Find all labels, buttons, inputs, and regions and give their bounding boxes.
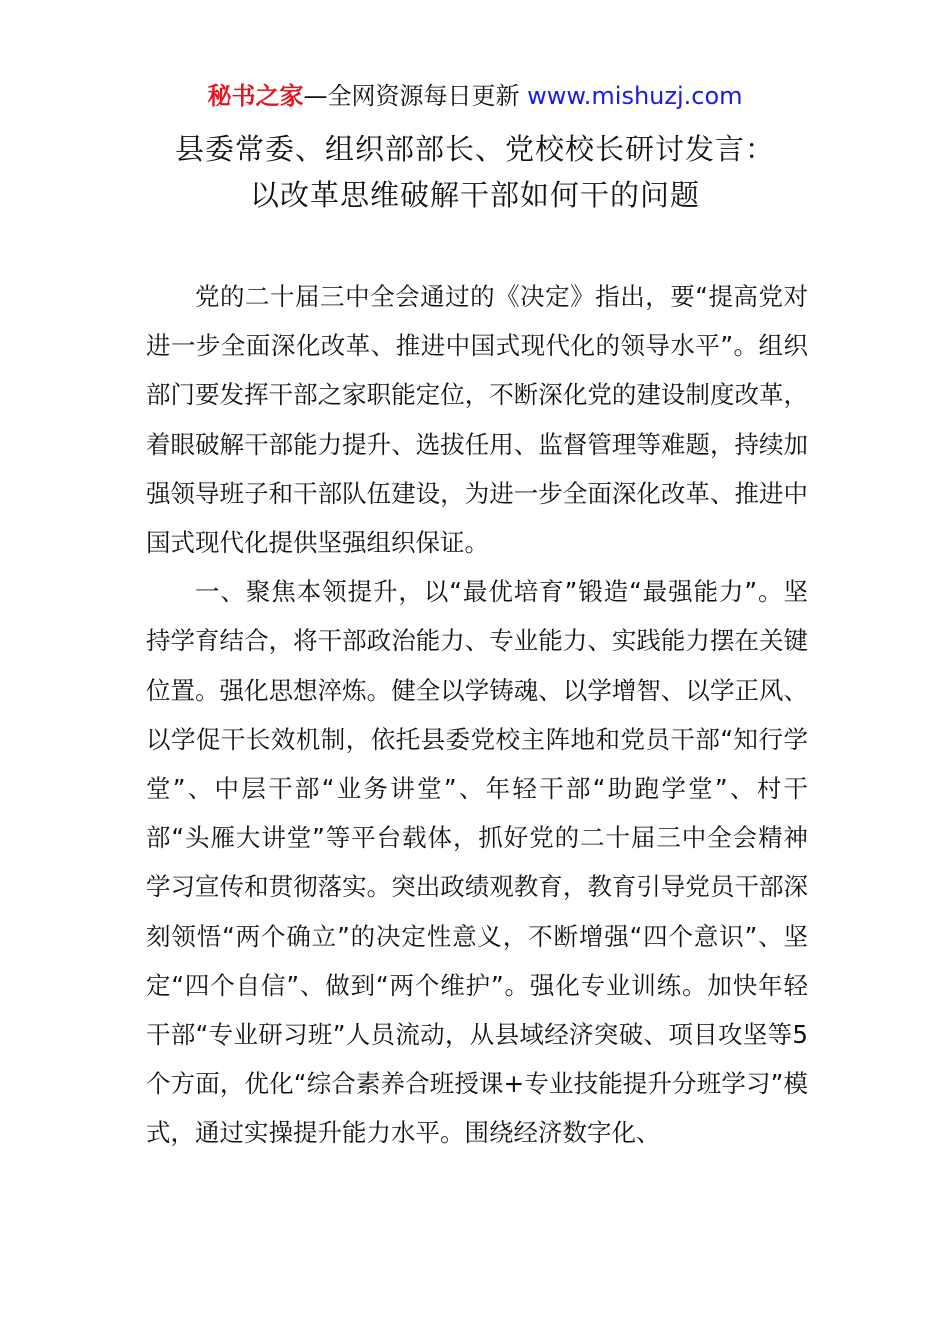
title-line-2: 以改革思维破解干部如何干的问题 xyxy=(249,178,700,212)
paragraph-intro: 党的二十届三中全会通过的《决定》指出，要“提高党对进一步全面深化改革、推进中国式现代化的领导水平”。组织部门要发挥干部之家职能定位，不断深化党的建设制度改革，着眼破解干部能力提升、选拔任用、监督管理等难题，持续加强领导班子和干部队伍建设，为进一步全面深化改革、推进中国式现代化提供坚强组织保证。 xyxy=(146,282,808,558)
document-title xyxy=(0,126,950,218)
header-tagline: —全网资源每日更新 xyxy=(303,82,528,110)
title-line-1: 县委常委、组织部部长、党校校长研讨发言： xyxy=(174,132,775,166)
paragraph-section-1: 一、聚焦本领提升，以“最优培育”锻造“最强能力”。坚持学育结合，将干部政治能力、专业能力、实践能力摆在关键位置。强化思想淬炼。健全以学铸魂、以学增智、以学正风、以学促干长效机制，依托县委党校主阵地和党员干部“知行学堂”、中层干部“业务讲堂”、年轻干部“助跑学堂”、村干部“头雁大讲堂”等平台载体，抓好党的二十届三中全会精神学习宣传和贯彻落实。突出政绩观教育，教育引导党员干部深刻领悟“两个确立”的决定性意义，不断增强“四个意识”、坚定“四个自信”、做到“两个维护”。强化专业训练。加快年轻干部“专业研习班”人员流动，从县域经济突破、项目攻坚等5个方面，优化“综合素养合班授课+专业技能提升分班学习”模式，通过实操提升能力水平。围绕经济数字化、 xyxy=(146,577,808,1148)
site-url[interactable]: www.mishuzj.com xyxy=(527,82,743,110)
document-body xyxy=(146,272,808,1158)
site-header xyxy=(0,80,950,112)
brand-name: 秘书之家 xyxy=(207,82,304,110)
